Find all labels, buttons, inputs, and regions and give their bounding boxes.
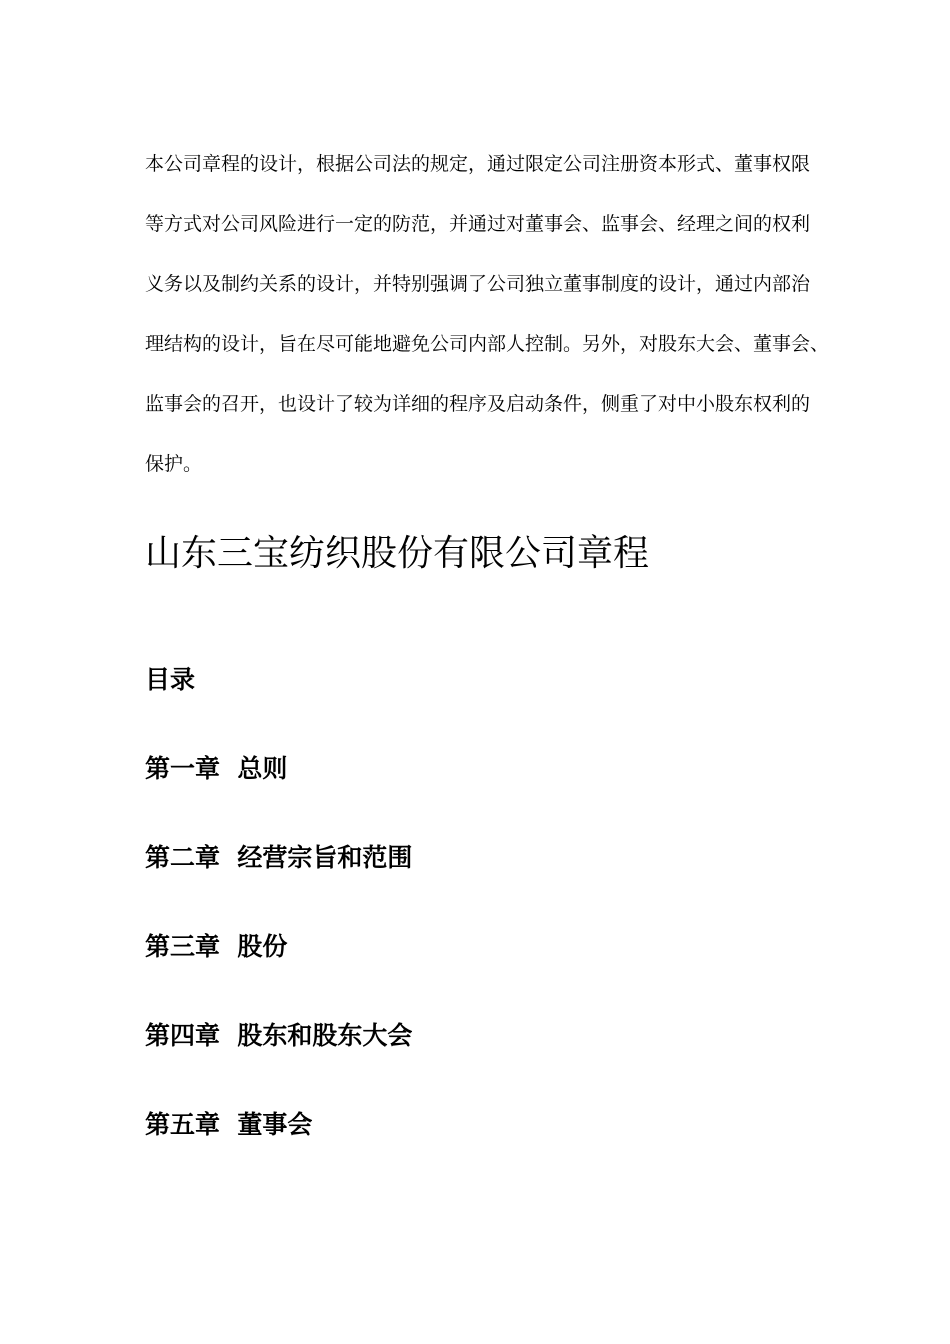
intro-line: 监事会的召开，也设计了较为详细的程序及启动条件，侧重了对中小股东权利的 <box>145 393 811 415</box>
toc-chapter-4[interactable]: 第四章 股东和股东大会 <box>145 1021 413 1050</box>
intro-line: 本公司章程的设计，根据公司法的规定，通过限定公司注册资本形式、董事权限 <box>145 153 811 175</box>
table-of-contents <box>145 660 412 1194</box>
intro-line: 理结构的设计，旨在尽可能地避免公司内部人控制。另外，对股东大会、董事会、 <box>145 333 830 355</box>
toc-chapter-2[interactable]: 第二章 经营宗旨和范围 <box>145 843 413 872</box>
intro-line: 义务以及制约关系的设计，并特别强调了公司独立董事制度的设计，通过内部治 <box>145 273 811 295</box>
intro-line: 等方式对公司风险进行一定的防范，并通过对董事会、监事会、经理之间的权利 <box>145 213 811 235</box>
intro-paragraph <box>145 148 830 508</box>
intro-line: 保护。 <box>145 453 203 475</box>
toc-chapter-1[interactable]: 第一章 总则 <box>145 754 288 783</box>
toc-chapter-3[interactable]: 第三章 股份 <box>145 932 288 961</box>
toc-heading: 目录 <box>145 665 196 694</box>
document-title: 山东三宝纺织股份有限公司章程 <box>145 533 650 574</box>
toc-chapter-5[interactable]: 第五章 董事会 <box>145 1110 313 1139</box>
